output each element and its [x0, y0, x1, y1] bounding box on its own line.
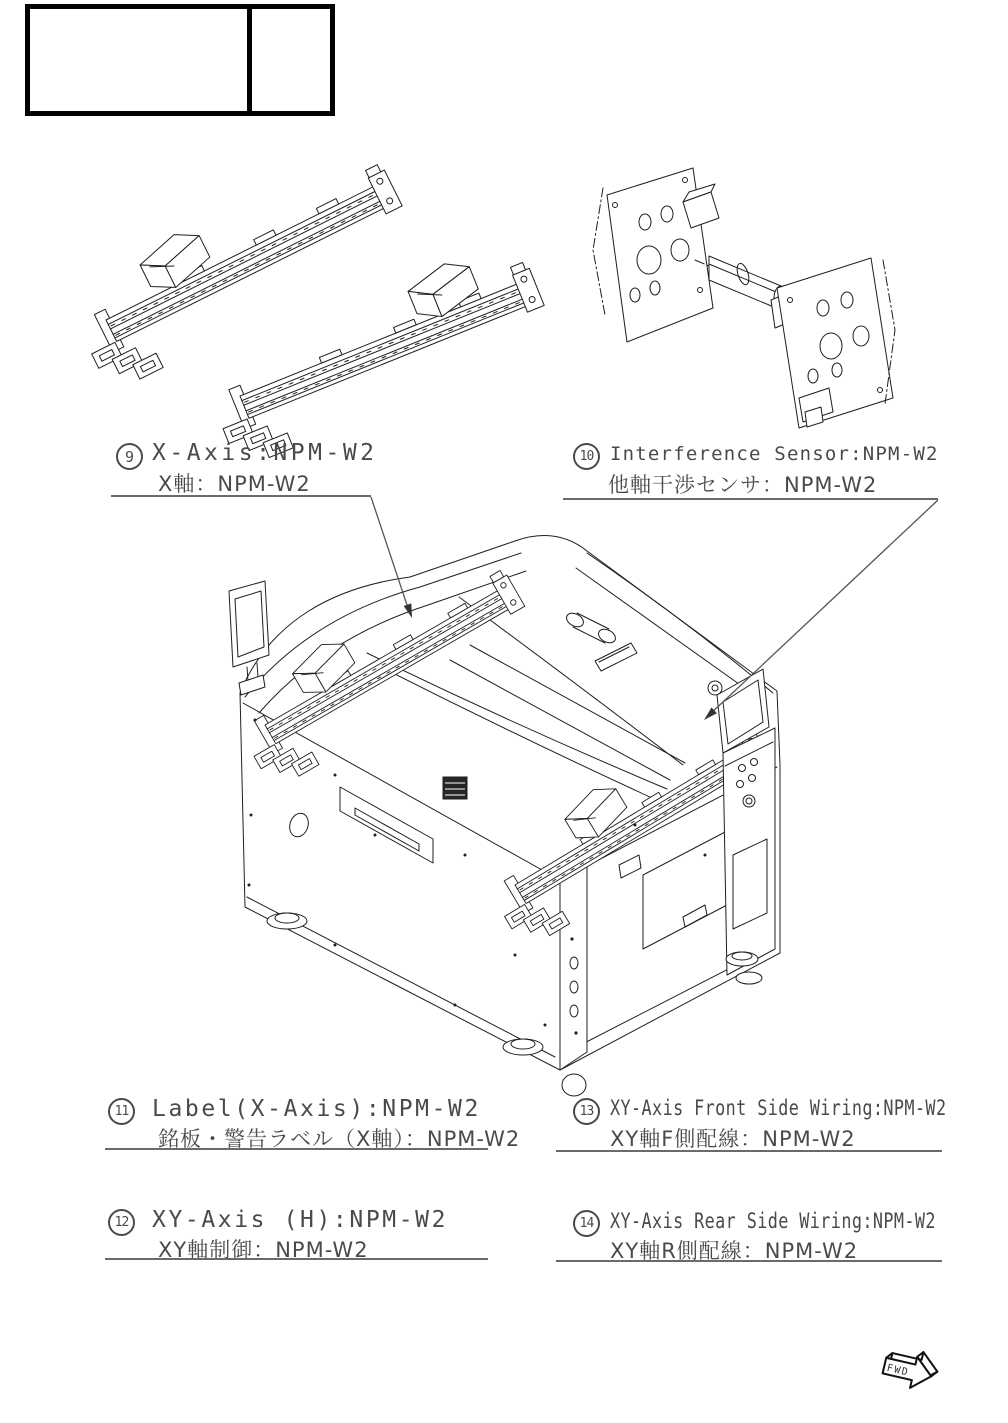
- vent-grille: [443, 777, 467, 799]
- callout-11: [105, 1096, 521, 1151]
- callout-9: [108, 440, 378, 497]
- fwd-arrow-icon: [876, 1334, 968, 1412]
- callout-13: [553, 1096, 947, 1152]
- callout-14-number: 14: [579, 1216, 594, 1231]
- callout-11-number: 11: [114, 1104, 129, 1119]
- callout-14-number-badge: [573, 1210, 600, 1237]
- title-block: [25, 4, 335, 116]
- callout-12: [105, 1209, 488, 1260]
- interference-sensor-figure: [585, 160, 915, 430]
- callout-12-number: 12: [114, 1215, 129, 1230]
- callout-13-number: 13: [579, 1104, 594, 1119]
- callout-13-underline: [556, 1150, 942, 1152]
- callout-12-underline: [105, 1258, 488, 1260]
- fwd-label: FWD: [885, 1362, 911, 1379]
- callout-10-underline: [563, 498, 938, 500]
- callout-11-number-badge: [108, 1098, 135, 1125]
- callout-10-number-badge: [573, 443, 600, 470]
- callout-9-number-badge: [116, 443, 143, 470]
- callout-10-number: 10: [579, 449, 594, 464]
- callout-9-underline: [111, 495, 371, 497]
- callout-10-title: Interference Sensor:NPM-W2: [610, 443, 939, 465]
- callout-12-subtitle: XY軸制御：NPM-W2: [158, 1238, 369, 1262]
- callout-14-title: XY-Axis Rear Side Wiring:NPM-W2: [610, 1209, 936, 1233]
- callout-13-subtitle: XY軸F側配線：NPM-W2: [610, 1127, 856, 1151]
- callout-13-number-badge: [573, 1098, 600, 1125]
- front-corner-column: [560, 866, 587, 1070]
- callout-10-subtitle: 他軸干渉センサ：NPM-W2: [608, 473, 878, 497]
- callout-9-subtitle: X軸：NPM-W2: [158, 472, 311, 496]
- callout-12-title: XY-Axis (H):NPM-W2: [152, 1207, 449, 1233]
- callout-10: [560, 442, 940, 500]
- callout-11-title: Label(X-Axis):NPM-W2: [152, 1096, 481, 1122]
- callout-11-underline: [105, 1148, 488, 1150]
- x-axis-assembly-figure: [60, 148, 530, 440]
- title-block-cell-right: [252, 9, 330, 111]
- callout-13-title: XY-Axis Front Side Wiring:NPM-W2: [610, 1096, 947, 1120]
- callout-14: [553, 1209, 943, 1262]
- callout-12-number-badge: [108, 1209, 135, 1236]
- callout-14-subtitle: XY軸R側配線：NPM-W2: [610, 1239, 859, 1263]
- callout-14-underline: [556, 1260, 942, 1262]
- machine-figure: [215, 525, 795, 1095]
- title-block-cell-left: [30, 9, 252, 111]
- callout-11-subtitle: 銘板・警告ラベル（X軸）：NPM-W2: [158, 1127, 521, 1151]
- callout-9-title: X-Axis:NPM-W2: [152, 440, 378, 466]
- callout-9-number: 9: [124, 447, 135, 466]
